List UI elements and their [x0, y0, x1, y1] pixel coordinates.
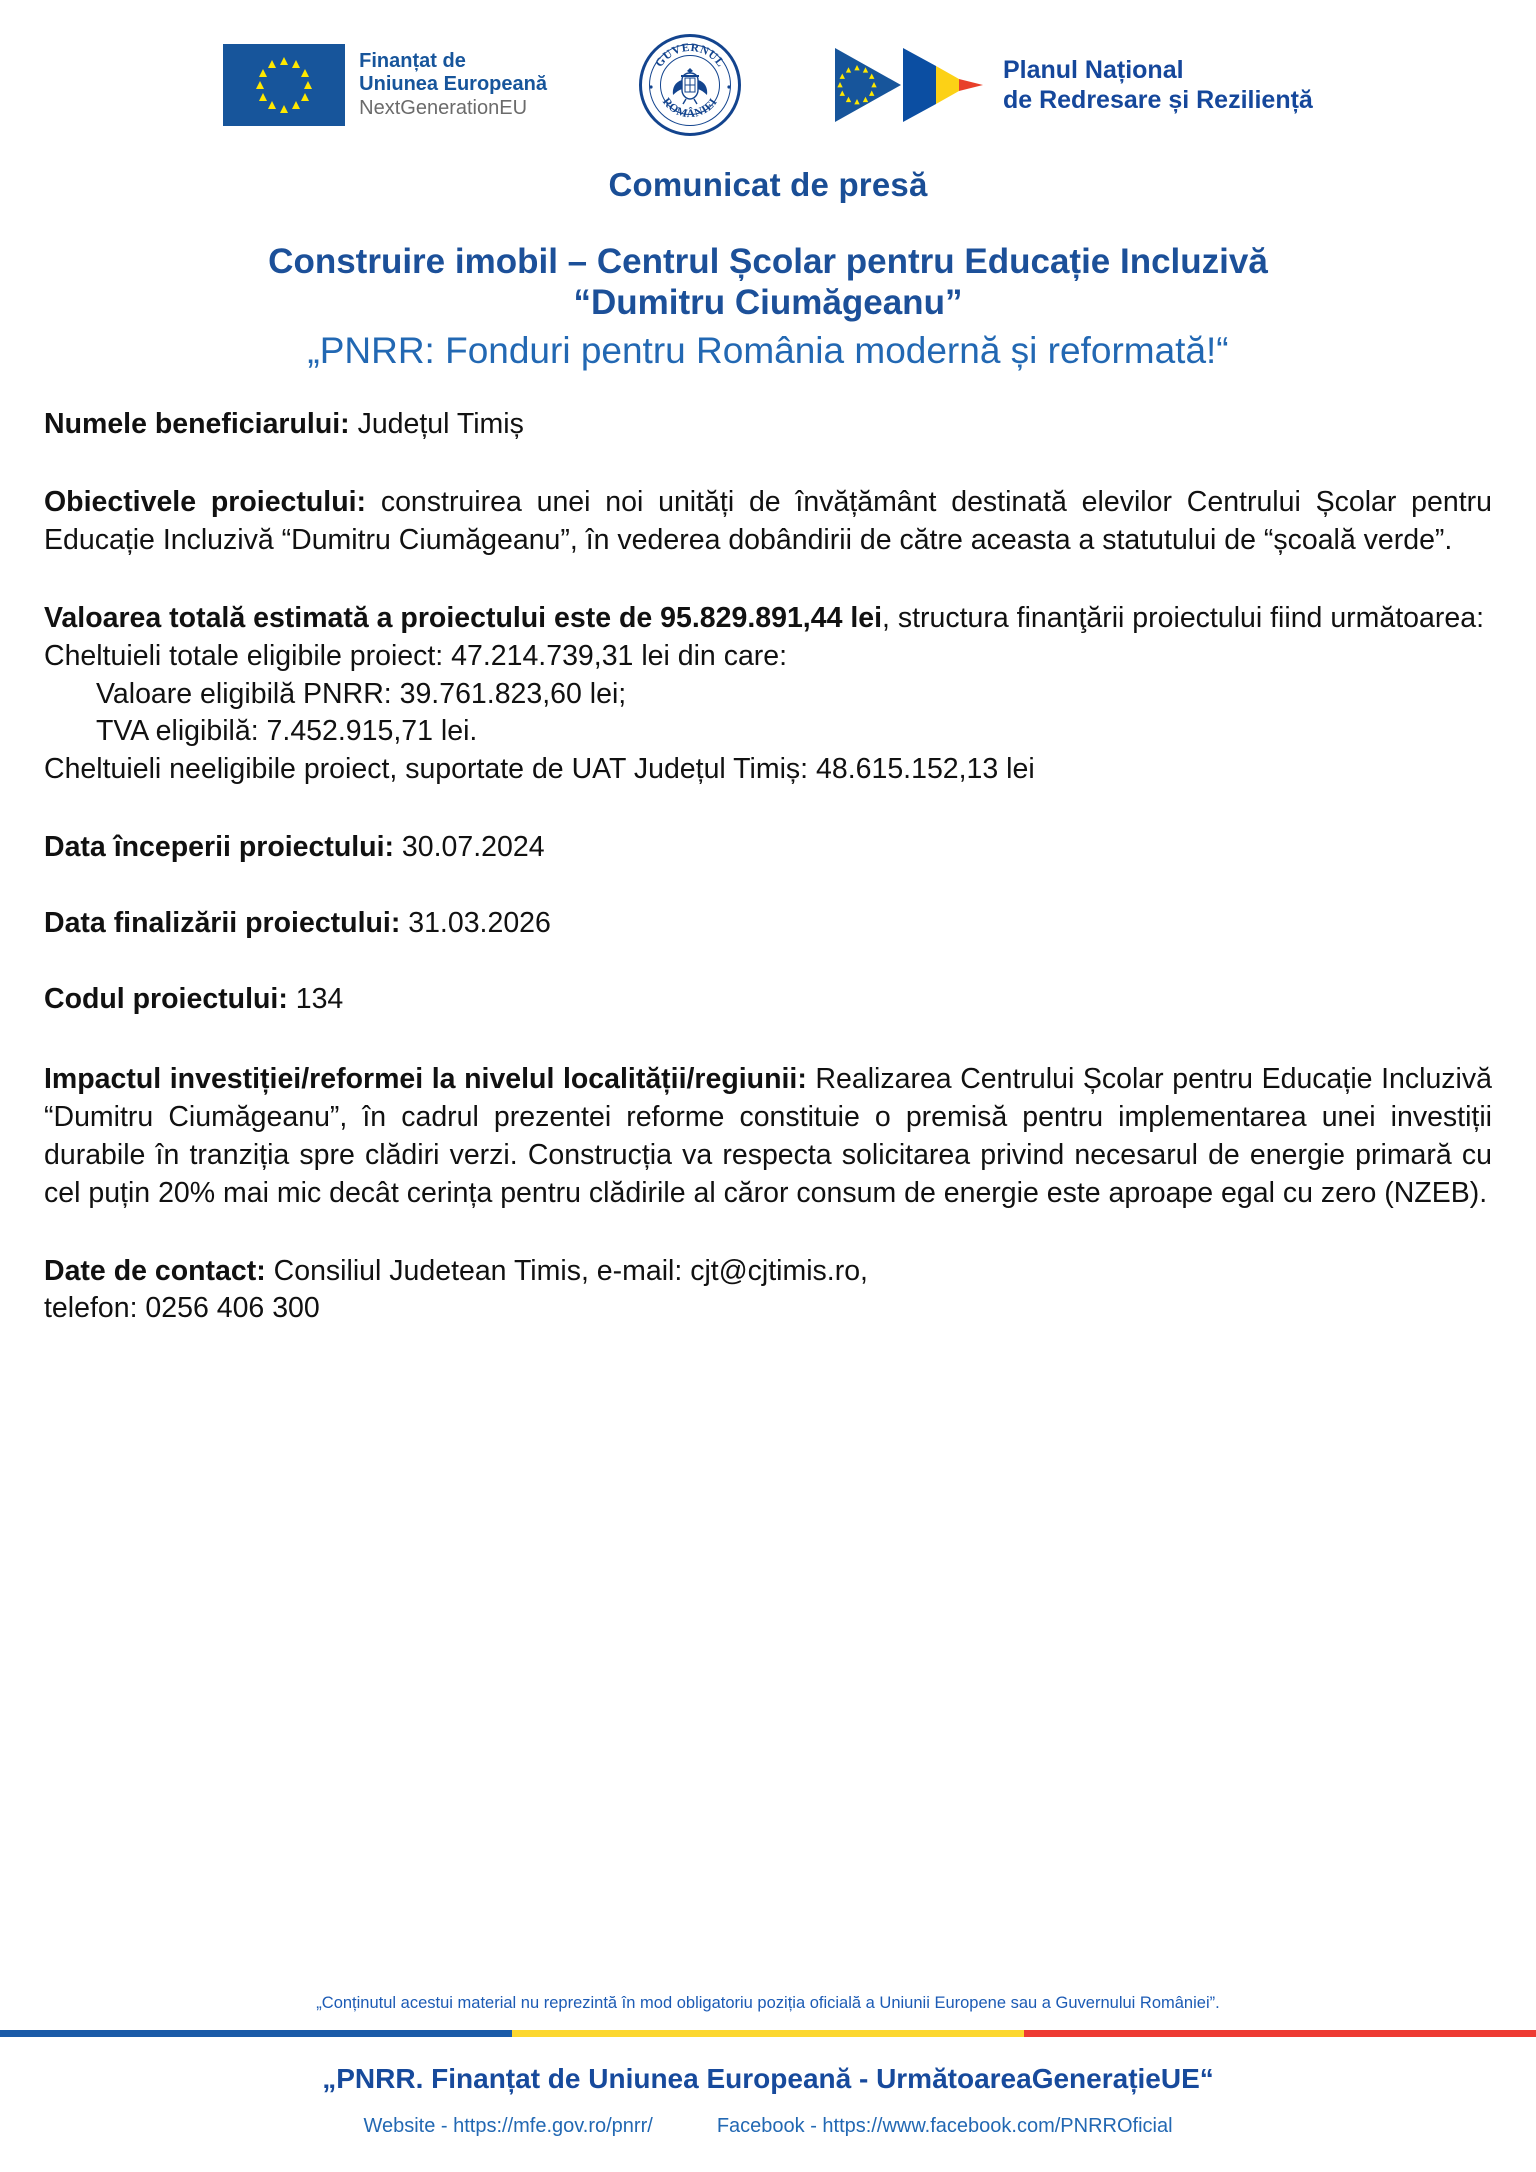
- impact-section: [44, 1061, 1492, 1213]
- romanian-government-seal-icon: [639, 34, 741, 136]
- pnrr-eligible-text: Valoare eligibilă PNRR: 39.761.823,60 lei;: [96, 677, 627, 710]
- footer-facebook-link[interactable]: Facebook - https://www.facebook.com/PNRROficial: [716, 2115, 1173, 2137]
- eu-star-icon: [259, 93, 267, 101]
- pnrr-logo: [833, 44, 1313, 126]
- footer-links: [0, 2095, 1536, 2172]
- tva-eligible-text: TVA eligibilă: 7.452.915,71 lei.: [96, 715, 478, 748]
- eu-star-icon: [301, 93, 309, 101]
- eu-star-icon: [256, 81, 264, 89]
- beneficiary-section: [44, 406, 1492, 444]
- eu-logo-line1: Finanțat de: [359, 49, 466, 72]
- project-title-line1: Construire imobil – Centrul Școlar pentru Educație Incluzivă: [268, 242, 1268, 281]
- beneficiary-value: Județul Timiș: [349, 408, 524, 441]
- pnrr-arrows-icon: [833, 44, 985, 126]
- eu-star-icon: [280, 57, 288, 65]
- footer-slogan: „PNRR. Finanțat de Uniunea Europeană - UrmătoareaGenerațieUE“: [322, 2063, 1214, 2094]
- seal-bottom-text: ROMÂNIEI: [659, 95, 721, 121]
- project-title-line2: “Dumitru Ciumăgeanu”: [573, 283, 963, 323]
- end-date-value: 31.03.2026: [400, 907, 551, 940]
- project-code-section: [44, 981, 1492, 1019]
- project-code-value: 134: [287, 983, 344, 1016]
- tricolor-divider: [0, 2030, 1536, 2037]
- eu-star-icon: [268, 60, 276, 68]
- footer-disclaimer: „Conținutul acestui material nu reprezintă în mod obligatoriu poziția oficială a Uniunii Europene sau a Guvernului României”.: [316, 1993, 1220, 2012]
- end-date-label: Data finalizării proiectului:: [44, 907, 401, 940]
- pnrr-eligible-line: [44, 676, 1492, 714]
- tricolor-red-segment: [1024, 2030, 1536, 2037]
- eagle-coat-of-arms-icon: [667, 62, 713, 108]
- ineligible-line: Cheltuieli neeligibile proiect, suportate de UAT Județul Timiș: 48.615.152,13 lei: [44, 753, 1035, 786]
- pnrr-slogan: „PNRR: Fonduri pentru România modernă și reformată!“: [307, 329, 1229, 371]
- project-value-label: Valoarea totală estimată a proiectului este de 95.829.891,44 lei: [44, 601, 883, 634]
- contact-value: Consiliul Judetean Timis, e-mail: cjt@cjtimis.ro,: [265, 1254, 868, 1287]
- objectives-value: construirea unei noi unități de învățământ destinată elevilor Centrului Școlar pentru Educație Incluzivă “Dumitru Ciumăgeanu”, în vederea dobândirii de către aceasta a statutului de “școală verde”.: [44, 486, 1492, 556]
- eu-logo-line3: NextGenerationEU: [359, 96, 528, 119]
- end-date-section: [44, 905, 1492, 943]
- seal-top-text: GUVERNUL: [653, 41, 727, 70]
- eu-star-icon: [304, 81, 312, 89]
- footer-website-link[interactable]: Website - https://mfe.gov.ro/pnrr/: [363, 2115, 653, 2137]
- eligible-total-line: Cheltuieli totale eligibile proiect: 47.214.739,31 lei din care:: [44, 639, 788, 672]
- eu-star-icon: [268, 101, 276, 109]
- beneficiary-label: Numele beneficiarului:: [44, 408, 350, 441]
- pnrr-logo-line2: de Redresare și Reziliență: [1002, 86, 1313, 114]
- eu-star-icon: [259, 69, 267, 77]
- project-code-label: Codul proiectului:: [44, 983, 288, 1016]
- contact-phone: telefon: 0256 406 300: [44, 1292, 320, 1325]
- eu-funding-logo: [223, 44, 547, 126]
- project-value-section: [44, 600, 1492, 638]
- tricolor-blue-segment: [0, 2030, 512, 2037]
- start-date-label: Data începerii proiectului:: [44, 831, 394, 864]
- objectives-label: Obiectivele proiectului:: [44, 486, 367, 519]
- project-title: [44, 241, 1492, 324]
- contact-label: Date de contact:: [44, 1254, 266, 1287]
- eu-flag-icon: [223, 44, 345, 126]
- page-footer: [0, 1993, 1536, 2172]
- eu-logo-line2: Uniunea Europeană: [359, 73, 547, 96]
- contact-section: [44, 1253, 1492, 1329]
- start-date-value: 30.07.2024: [394, 831, 545, 864]
- start-date-section: [44, 829, 1492, 867]
- eu-star-icon: [292, 60, 300, 68]
- objectives-section: [44, 484, 1492, 560]
- pnrr-logo-text: [1003, 55, 1313, 116]
- impact-value: Realizarea Centrului Școlar pentru Educație Incluzivă “Dumitru Ciumăgeanu”, în cadrul prezentei reforme constituie o premisă pentru implementarea unei investiții durabile în tranziția spre clădiri verzi. Construcția va respecta solicitarea privind necesarul de energie primară cu cel puțin 20% mai mic decât cerința pentru clădirile al căror consum de energie este aproape egal cu zero (NZEB).: [44, 1062, 1492, 1209]
- pnrr-logo-line1: Planul Național: [1002, 55, 1184, 84]
- eu-star-icon: [292, 101, 300, 109]
- project-value-text: , structura finanţării proiectului fiind următoarea:: [882, 601, 1484, 634]
- impact-label: Impactul investiției/reformei la nivelul localității/regiunii:: [44, 1062, 807, 1095]
- tricolor-yellow-segment: [512, 2030, 1024, 2037]
- page-title: Comunicat de presă: [608, 166, 928, 203]
- header-logo-band: [0, 0, 1536, 121]
- eu-logo-text: [359, 50, 547, 120]
- eu-star-icon: [280, 105, 288, 113]
- document-body: [0, 166, 1536, 1328]
- tva-eligible-line: [44, 713, 1492, 751]
- eu-star-icon: [301, 69, 309, 77]
